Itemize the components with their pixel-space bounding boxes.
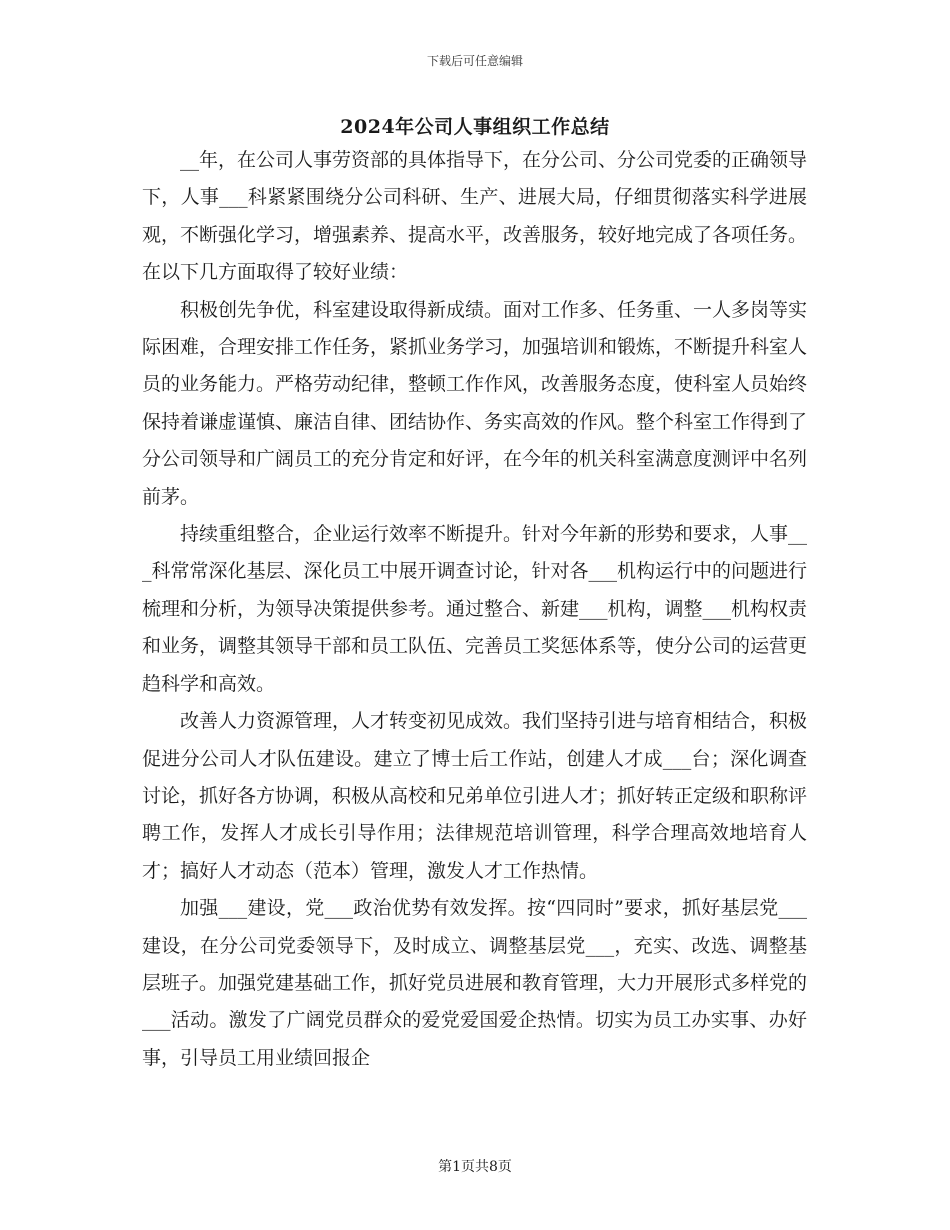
document-title: 2024年公司人事组织工作总结 (340, 116, 610, 138)
paragraph-restructuring: 持续重组整合，企业运行效率不断提升。针对今年新的形势和要求，人事___科常常深化基层、深化员工中展开调查讨论，针对各___机构运行中的问题进行梳理和分析，为领导决策提供参考。通过整合、新建___机构，调整___机构权责和业务，调整其领导干部和员工队伍、完善员工奖惩体系等，使分公司的运营更趋科学和高效。 (142, 523, 808, 695)
paragraph-department-building: 积极创先争优，科室建设取得新成绩。面对工作多、任务重、一人多岗等实际困难，合理安排工作任务，紧抓业务学习，加强培训和锻炼，不断提升科室人员的业务能力。严格劳动纪律，整顿工作作风，改善服务态度，使科室人员始终保持着谦虚谨慎、廉洁自律、团结协作、务实高效的作风。整个科室工作得到了分公司领导和广阔员工的充分肯定和好评，在今年的机关科室满意度测评中名列前茅。 (142, 298, 808, 508)
paragraph-intro: __年，在公司人事劳资部的具体指导下，在分公司、分公司党委的正确领导下，人事___科紧紧围绕分公司科研、生产、进展大局，仔细贯彻落实科学进展观，不断强化学习，增强素养、提高水平，改善服务，较好地完成了各项任务。在以下几方面取得了较好业绩： (142, 149, 808, 284)
paragraph-party-building: 加强___建设，党___政治优势有效发挥。按“四同时”要求，抓好基层党___建设，在分公司党委领导下，及时成立、调整基层党___，充实、改选、调整基层班子。加强党建基础工作，抓好党员进展和教育管理，大力开展形式多样党的___活动。激发了广阔党员群众的爱党爱国爱企热情。切实为员工办实事、办好事，引导员工用业绩回报企 (142, 897, 808, 1069)
page-header-note: 下载后可任意编辑 (426, 54, 523, 68)
document-body (142, 142, 807, 1077)
paragraph-talent-management: 改善人力资源管理，人才转变初见成效。我们坚持引进与培育相结合，积极促进分公司人才队伍建设。建立了博士后工作站，创建人才成___台；深化调查讨论，抓好各方协调，积极从高校和兄弟单位引进人才；抓好转正定级和职称评聘工作，发挥人才成长引导作用；法律规范培训管理，科学合理高效地培育人才；搞好人才动态（范本）管理，激发人才工作热情。 (142, 710, 808, 882)
page-number-footer: 第1页共8页 (438, 1159, 512, 1175)
